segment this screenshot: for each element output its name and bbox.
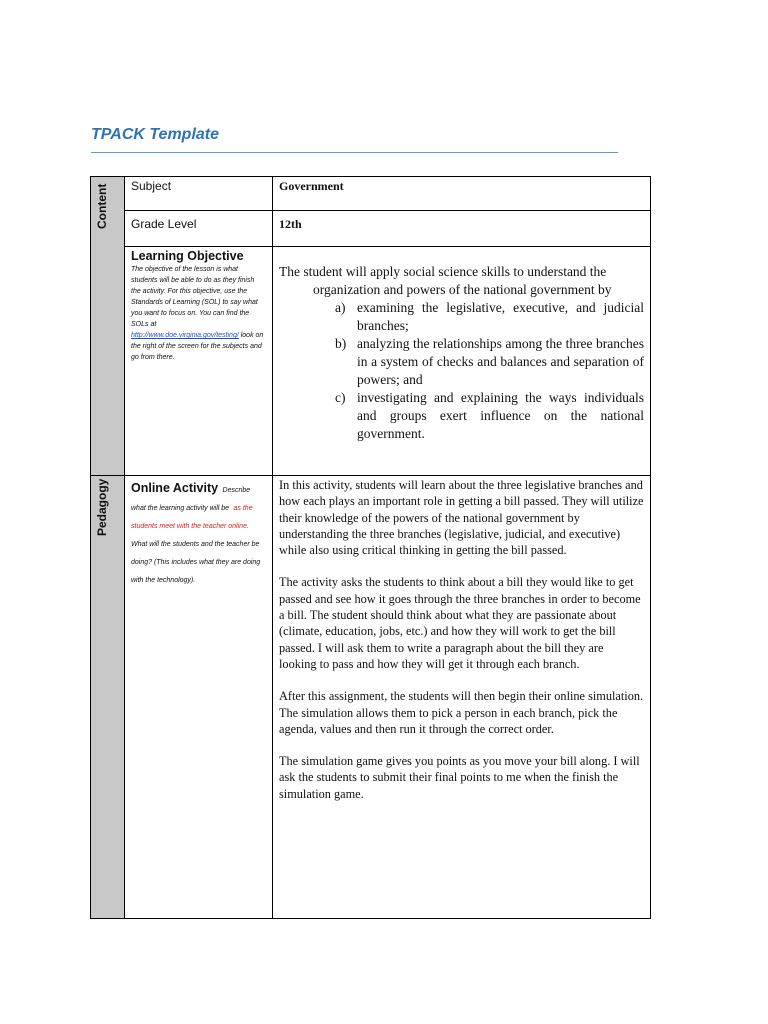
learning-objective-help-text: The objective of the lesson is what students will be able to do as they finish the activity. For this objective, use the Standards of Learning (SOL) to say what you want to focus on. You can find the SOLs at	[131, 266, 258, 328]
activity-paragraph: The activity asks the students to think about a bill they would like to get passed and see how it goes through the three branches in order to become a bill. The student should think about what they are passionate about (climate, education, jobs, etc.) and how they will work to get the bill passed. I will ask them to write a paragraph about the bill they are looking to pass and how they will get it through each branch.	[279, 575, 641, 671]
learning-objective-help	[125, 263, 272, 363]
objective-marker: a)	[335, 300, 346, 315]
objective-item-text: investigating and explaining the ways individuals and groups exert influence on the national government.	[357, 390, 644, 441]
subject-label-cell	[125, 177, 273, 211]
learning-objective-value-cell	[273, 247, 651, 476]
online-activity-text	[273, 476, 650, 819]
sol-link[interactable]: http://www.doe.virginia.gov/testing/	[131, 332, 239, 339]
content-label-text: Content	[95, 183, 109, 229]
activity-paragraph: After this assignment, the students will then begin their online simulation. The simulation allows them to pick a person in each branch, pick the agenda, values and then run it through the correct order.	[279, 689, 644, 736]
grade-label: Grade Level	[131, 217, 197, 231]
online-activity-header	[125, 476, 272, 587]
objective-item-text: analyzing the relationships among the three branches in a system of checks and balances and separation of powers; and	[357, 336, 644, 387]
grade-label-cell	[125, 211, 273, 247]
online-activity-help-highlight: as the students meet with the teacher online	[131, 505, 253, 530]
learning-objective-heading: Learning Objective	[131, 249, 244, 263]
title-underline	[91, 152, 618, 153]
online-activity-value-cell	[273, 476, 651, 919]
online-activity-label-cell	[125, 476, 273, 919]
learning-objective-help-text-2: look on the right of the screen for the subjects and go from there.	[131, 332, 264, 361]
activity-paragraph: In this activity, students will learn about the three legislative branches and how each plays an important role in getting a bill passed. They will utilize their knowledge of the powers of the national government by understanding the three branches (legislative, judicial, and executive) while also using critical thinking in getting the bill passed.	[279, 478, 644, 558]
learning-objective-text	[273, 247, 650, 443]
objective-marker: c)	[335, 390, 346, 405]
pedagogy-label-text: Pedagogy	[95, 478, 109, 536]
tpack-table	[90, 176, 651, 919]
objective-list	[279, 299, 644, 443]
objective-item	[335, 335, 644, 389]
online-activity-heading: Online Activity	[131, 481, 219, 495]
online-activity-help: Describe what the learning activity will be	[131, 487, 251, 512]
activity-paragraph: The simulation game gives you points as you move your bill along. I will ask the students to submit their final points to me when the finish the simulation game.	[279, 754, 640, 801]
objective-lead: The student will apply social science skills to understand the organization and powers of the national government by	[279, 264, 612, 297]
content-section-label	[91, 177, 125, 476]
objective-item	[335, 389, 644, 443]
grade-value: 12th	[279, 217, 302, 231]
objective-marker: b)	[335, 336, 347, 351]
subject-value: Government	[279, 179, 344, 193]
pedagogy-section-label	[91, 476, 125, 919]
document-title: TPACK Template	[91, 126, 220, 143]
grade-value-cell	[273, 211, 651, 247]
objective-item	[335, 299, 644, 335]
online-activity-help-2: . What will the students and the teacher be doing? (This includes what they are doing with the technology).	[131, 523, 261, 584]
objective-item-text: examining the legislative, executive, and judicial branches;	[357, 300, 644, 333]
learning-objective-label-cell	[125, 247, 273, 476]
subject-label: Subject	[131, 179, 172, 193]
subject-value-cell	[273, 177, 651, 211]
